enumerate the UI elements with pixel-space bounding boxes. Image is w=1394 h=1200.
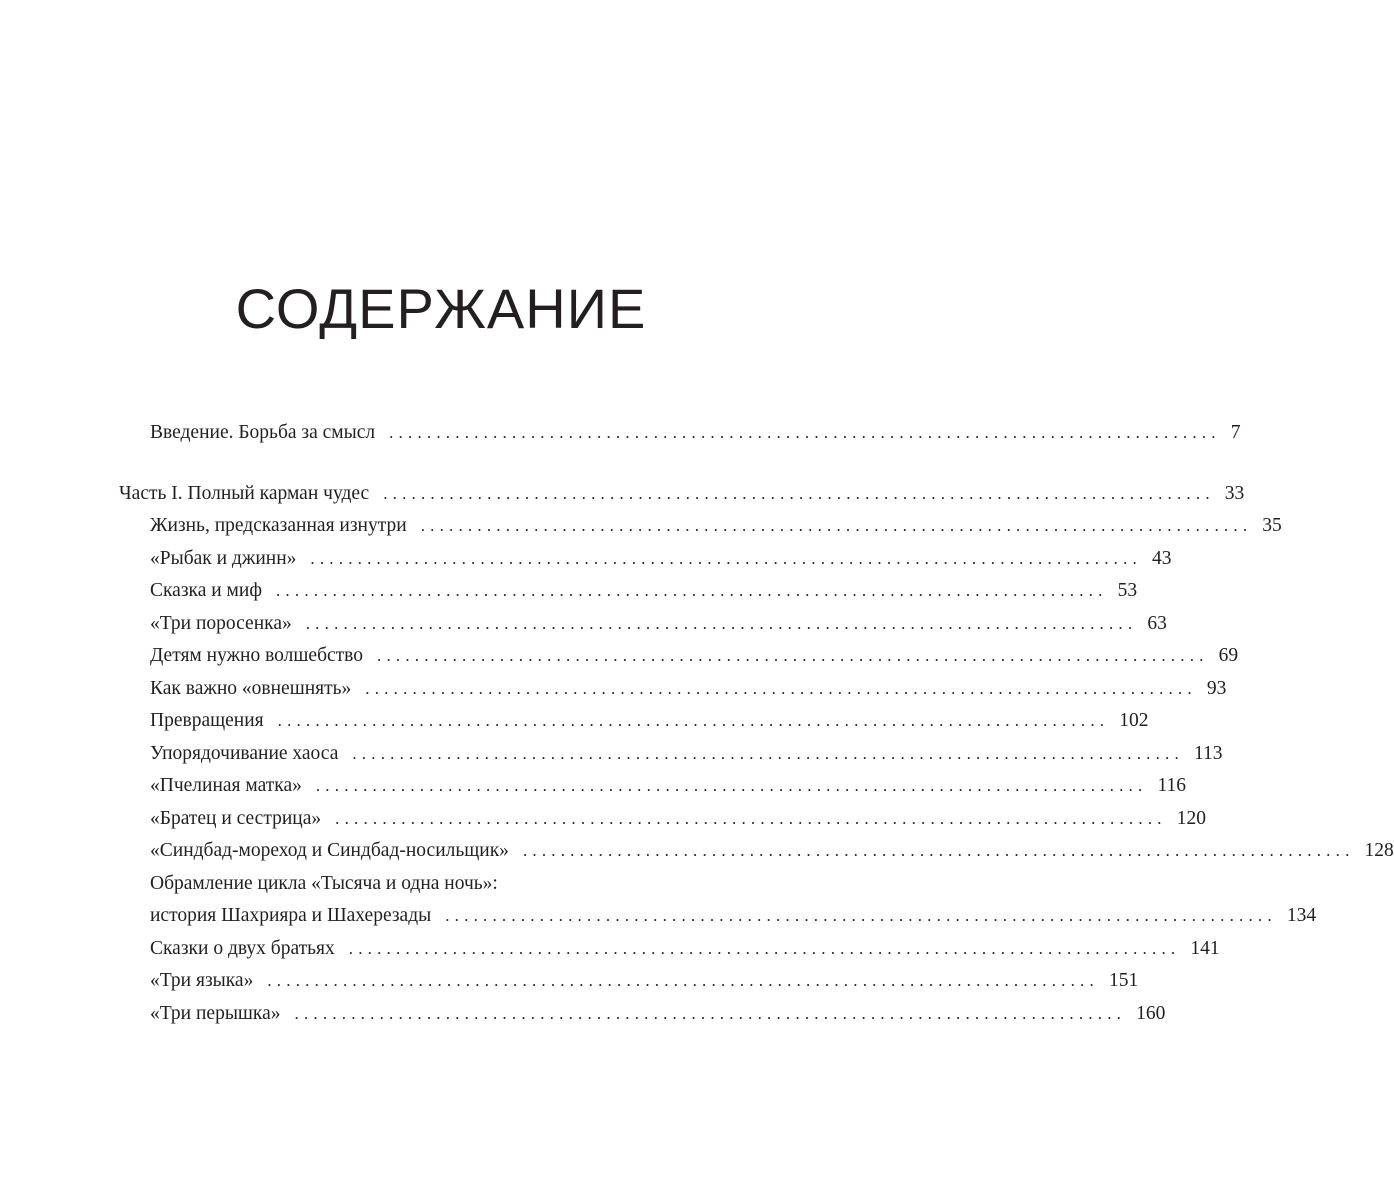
toc-entry-page: 102 bbox=[1119, 710, 1149, 731]
toc-entry-page: 35 bbox=[1262, 515, 1282, 536]
toc-entry-page: 33 bbox=[1224, 483, 1245, 504]
toc-entry[interactable] bbox=[150, 608, 1167, 640]
toc-entry[interactable] bbox=[150, 575, 1138, 607]
dot-leader: ........................................................................................ bbox=[383, 484, 1215, 503]
toc-entry-page: 120 bbox=[1176, 808, 1206, 829]
toc-entry-title: Упорядочивание хаоса bbox=[150, 743, 339, 764]
toc-entry-page: 63 bbox=[1147, 613, 1167, 634]
toc-entry-page: 93 bbox=[1206, 678, 1227, 699]
toc-entry[interactable] bbox=[150, 933, 1220, 965]
dot-leader: ........................................................................................ bbox=[377, 646, 1209, 665]
toc-entry-page: 53 bbox=[1117, 580, 1138, 601]
dot-leader: ........................................................................................ bbox=[389, 423, 1221, 442]
dot-leader: ........................................................................................ bbox=[365, 679, 1197, 698]
toc-entry[interactable] bbox=[150, 770, 1186, 802]
toc-entry-title: Сказка и миф bbox=[150, 580, 262, 601]
toc-entry-continued[interactable] bbox=[150, 868, 734, 900]
toc-entry-page: 116 bbox=[1157, 775, 1186, 796]
toc-entry[interactable] bbox=[150, 803, 1206, 835]
toc-entry-page: 134 bbox=[1286, 905, 1317, 926]
toc-entry[interactable] bbox=[150, 673, 1227, 705]
toc-entry-part-1[interactable] bbox=[119, 478, 1245, 510]
toc-entry-title: Часть I. Полный карман чудес bbox=[119, 483, 370, 504]
toc-entry-title: Жизнь, предсказанная изнутри bbox=[150, 515, 407, 536]
toc-entry[interactable] bbox=[150, 998, 1166, 1030]
toc-entry[interactable] bbox=[150, 543, 1172, 575]
toc-entry-title: Введение. Борьба за смысл bbox=[150, 422, 376, 443]
toc-entry-title: «Три перышка» bbox=[150, 1003, 281, 1024]
toc-entry[interactable] bbox=[150, 640, 1239, 672]
toc-entry[interactable] bbox=[150, 738, 1223, 770]
dot-leader: ........................................................................................ bbox=[315, 776, 1148, 795]
toc-entry[interactable] bbox=[150, 510, 1282, 542]
dot-leader: ........................................................................................ bbox=[348, 939, 1181, 958]
toc-entry-title: история Шахрияра и Шахерезады bbox=[150, 905, 432, 926]
toc-entry-page: 160 bbox=[1136, 1003, 1166, 1024]
toc-entry-title: «Рыбак и джинн» bbox=[150, 548, 297, 569]
toc-entry-page: 151 bbox=[1108, 970, 1139, 991]
dot-leader: ........................................................................................ bbox=[310, 549, 1142, 568]
toc-entry-title: Детям нужно волшебство bbox=[150, 645, 363, 666]
toc-entry-title: «Пчелиная матка» bbox=[150, 775, 302, 796]
dot-leader: ........................................................................................ bbox=[522, 841, 1355, 860]
toc-entry-page: 113 bbox=[1193, 743, 1223, 764]
page-title: СОДЕРЖАНИЕ bbox=[235, 277, 647, 340]
toc-entry-page: 128 bbox=[1364, 840, 1394, 861]
toc-entry-title: Обрамление цикла «Тысяча и одна ночь»: bbox=[150, 873, 498, 894]
toc-entry-title: «Синдбад-мореход и Синдбад-носильщик» bbox=[150, 840, 509, 861]
toc-entry-title: Превращения bbox=[150, 710, 264, 731]
toc-entry-introduction[interactable] bbox=[150, 417, 1241, 449]
toc-entry-page: 43 bbox=[1152, 548, 1172, 569]
toc-entry-title: «Три поросенка» bbox=[150, 613, 292, 634]
toc-entry-page: 69 bbox=[1218, 645, 1239, 666]
dot-leader: ........................................................................................ bbox=[305, 614, 1138, 633]
toc-entry[interactable] bbox=[150, 705, 1149, 737]
dot-leader: ........................................................................................ bbox=[275, 581, 1108, 600]
toc-entry[interactable] bbox=[150, 965, 1139, 997]
toc-entry-page: 141 bbox=[1190, 938, 1220, 959]
dot-leader: ........................................................................................ bbox=[267, 971, 1099, 990]
toc-entry-title: Как важно «овнешнять» bbox=[150, 678, 352, 699]
dot-leader: ........................................................................................ bbox=[445, 906, 1277, 925]
dot-leader: ........................................................................................ bbox=[277, 711, 1110, 730]
dot-leader: ........................................................................................ bbox=[352, 744, 1184, 763]
toc-entry-title: «Братец и сестрица» bbox=[150, 808, 322, 829]
toc-entry-page: 7 bbox=[1230, 422, 1241, 443]
dot-leader: ........................................................................................ bbox=[294, 1004, 1127, 1023]
toc-entry-title: «Три языка» bbox=[150, 970, 254, 991]
toc-entry[interactable] bbox=[150, 900, 1317, 932]
toc-entry[interactable] bbox=[150, 835, 1394, 867]
toc-entry-title: Сказки о двух братьях bbox=[150, 938, 335, 959]
dot-leader: ........................................................................................ bbox=[420, 516, 1253, 535]
dot-leader: ........................................................................................ bbox=[335, 809, 1167, 828]
